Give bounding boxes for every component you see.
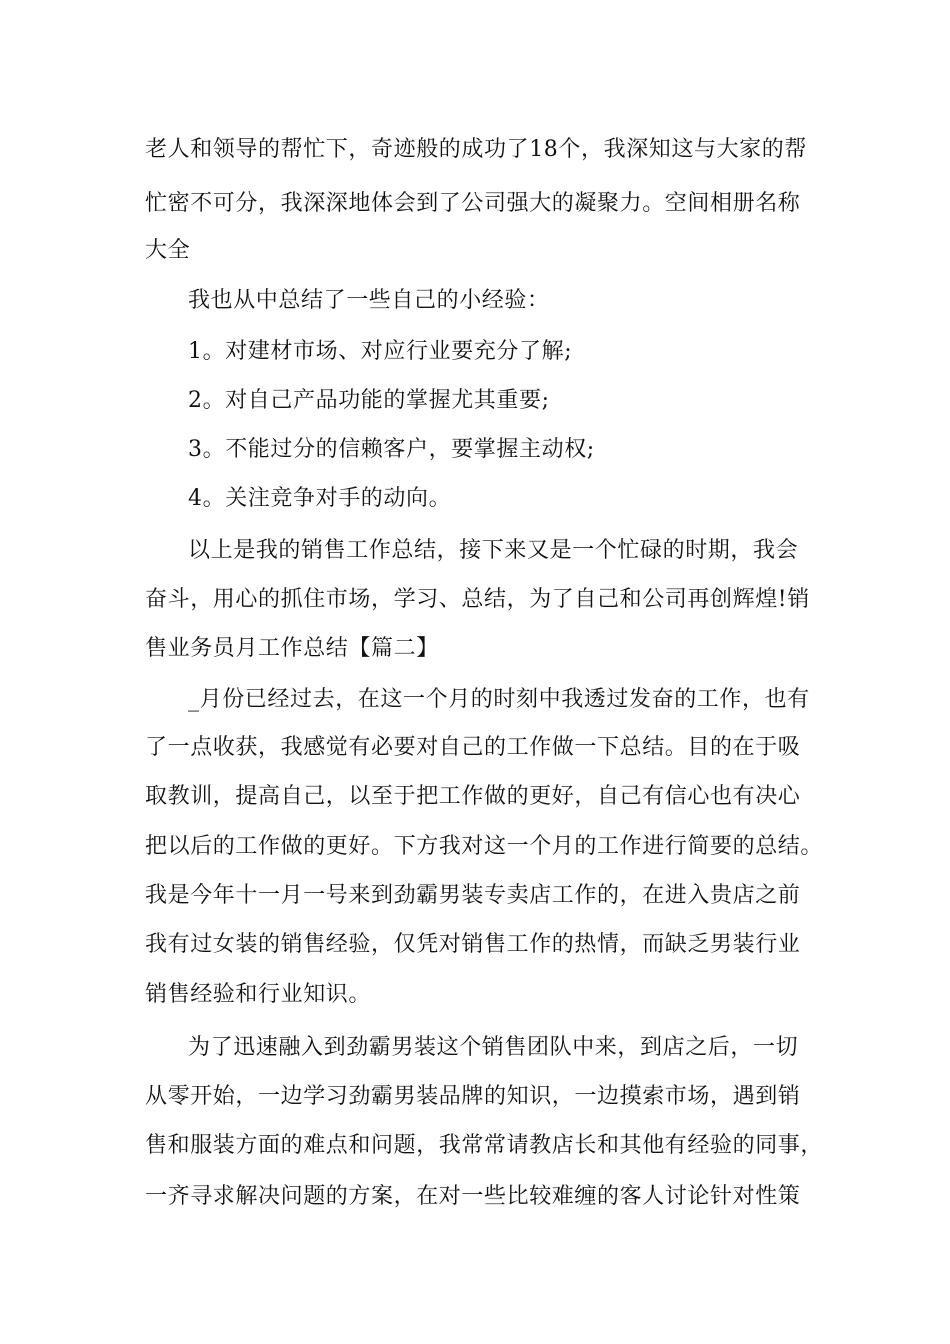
text-line: 我是今年十一月一号来到劲霸男装专卖店工作的，在进入贵店之前 [145,883,801,908]
text-line: 把以后的工作做的更好。下方我对这一个月的工作进行简要的总结。 [145,834,824,859]
text-line: 老人和领导的帮忙下，奇迹般的成功了18个，我深知这与大家的帮 [145,137,807,162]
text-line: 售和服装方面的难点和问题，我常常请教店长和其他有经验的同事， [145,1133,824,1158]
list-item: 2。对自己产品功能的掌握尤其重要; [188,388,550,413]
list-item: 1。对建材市场、对应行业要充分了解; [188,339,573,364]
text-line: 我有过女装的销售经验，仅凭对销售工作的热情，而缺乏男装行业 [145,932,801,957]
text-line: 一齐寻求解决问题的方案，在对一些比较难缠的客人讨论针对性策 [145,1184,801,1209]
text-line: _月份已经过去，在这一个月的时刻中我透过发奋的工作，也有 [188,687,810,712]
section-heading: 售业务员月工作总结【篇二】 [145,636,439,661]
text-line: 大全 [145,238,191,263]
text-line: 销售经验和行业知识。 [145,982,372,1007]
text-line: 奋斗，用心的抓住市场，学习、总结，为了自己和公司再创辉煌!销 [145,587,810,612]
text-line: 为了迅速融入到劲霸男装这个销售团队中来，到店之后，一切 [188,1035,799,1060]
text-line: 了一点收获，我感觉有必要对自己的工作做一下总结。目的在于吸 [145,735,801,760]
text-line: 从零开始，一边学习劲霸男装品牌的知识，一边摸索市场，遇到销 [145,1084,801,1109]
text-line: 以上是我的销售工作总结，接下来又是一个忙碌的时期，我会 [188,538,799,563]
list-item: 4。关注竞争对手的动向。 [188,486,452,511]
text-line: 忙密不可分，我深深地体会到了公司强大的凝聚力。空间相册名称 [145,191,801,216]
text-line: 我也从中总结了一些自己的小经验： [188,288,550,313]
list-item: 3。不能过分的信赖客户，要掌握主动权; [188,437,595,462]
text-line: 取教训，提高自己，以至于把工作做的更好，自己有信心也有决心 [145,784,801,809]
